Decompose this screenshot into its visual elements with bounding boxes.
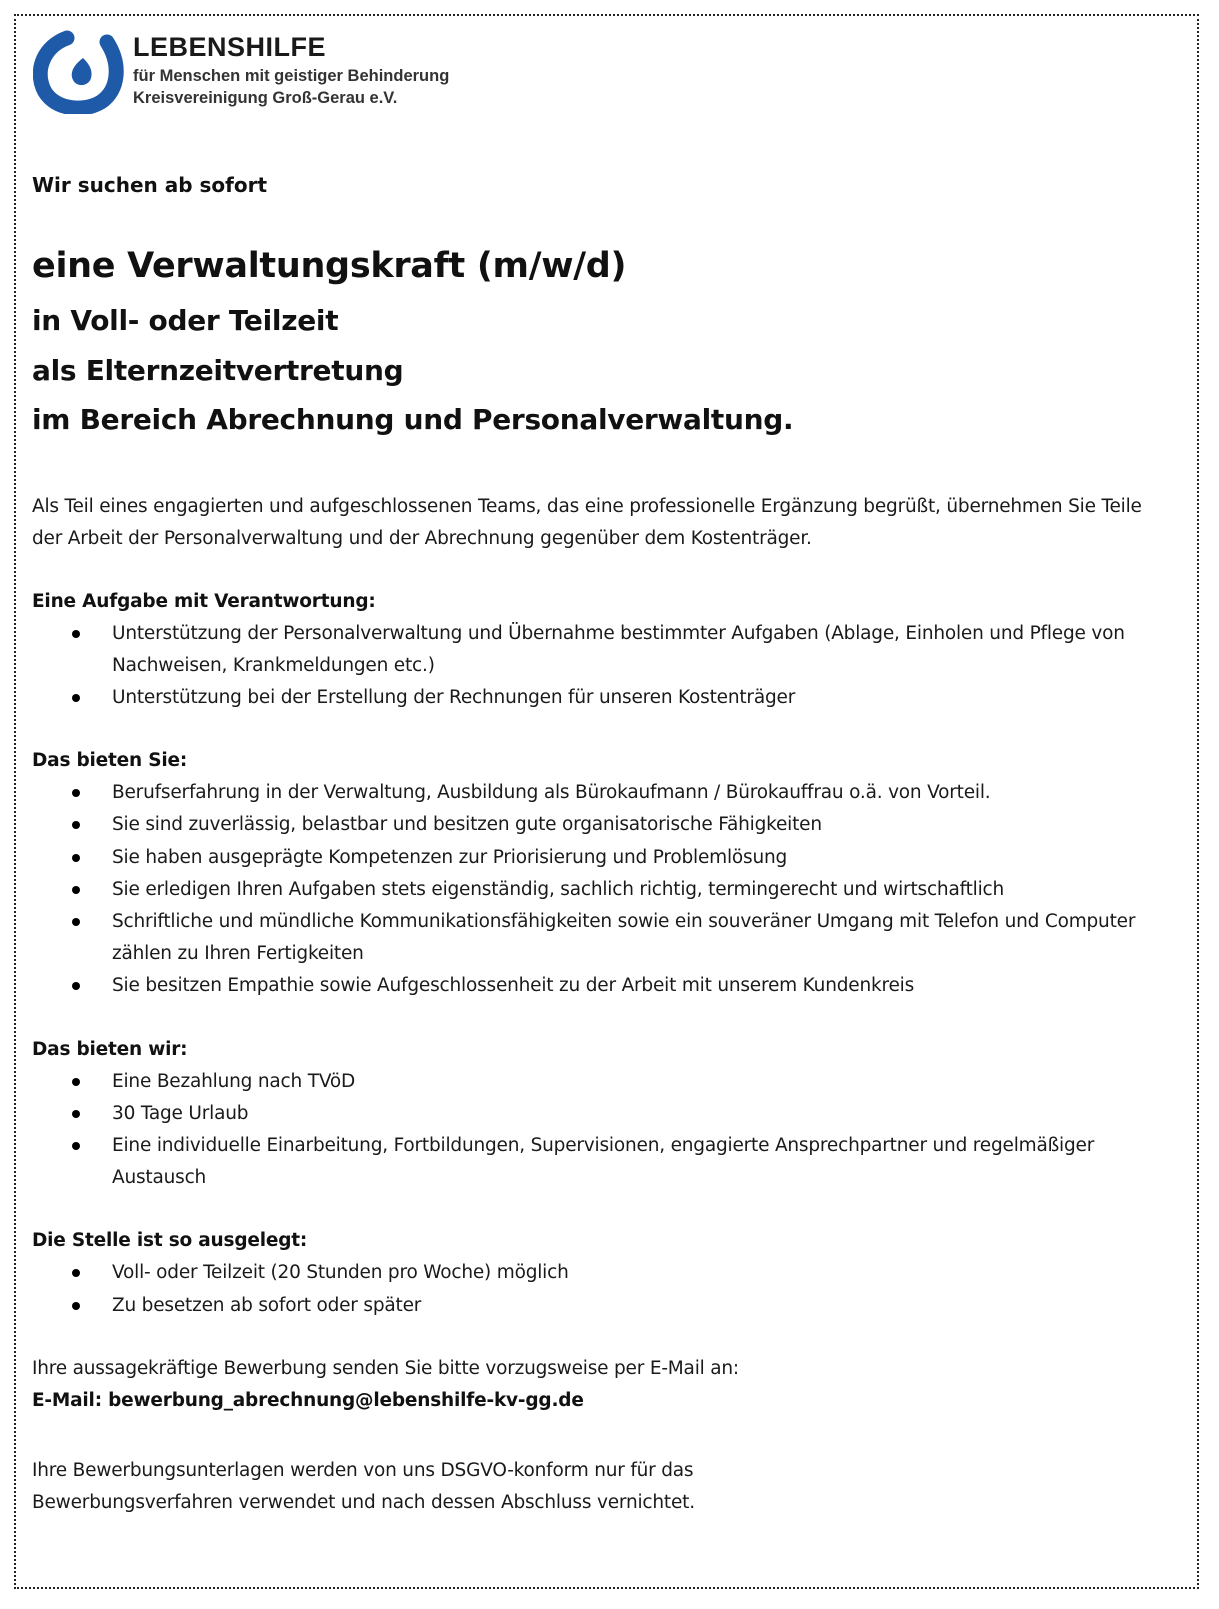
section-heading-requirements: Das bieten Sie: bbox=[32, 750, 188, 772]
bullet-icon bbox=[72, 630, 80, 638]
tasks-list bbox=[32, 618, 1162, 715]
lead-text: Wir suchen ab sofort bbox=[32, 173, 268, 197]
bullet-icon bbox=[72, 694, 80, 702]
application-instructions: Ihre aussagekräftige Bewerbung senden Sie bitte vorzugsweise per E-Mail an: bbox=[32, 1357, 739, 1379]
logo-name: LEBENSHILFE bbox=[133, 32, 327, 62]
bullet-icon bbox=[72, 886, 80, 894]
subtitle-employment-type: in Voll- oder Teilzeit bbox=[32, 304, 339, 337]
list-item bbox=[32, 1130, 1162, 1194]
list-item-text: Sie erledigen Ihren Aufgaben stets eigenständig, sachlich richtig, termingerecht und wirtschaftlich bbox=[112, 878, 1005, 900]
logo-text bbox=[133, 34, 449, 109]
email-line bbox=[32, 1385, 1162, 1417]
list-item-text: Schriftliche und mündliche Kommunikationsfähigkeiten sowie ein souveräner Umgang mit Telefon und Computer zählen zu Ihren Fertigkeiten bbox=[112, 910, 1136, 965]
list-item bbox=[32, 1290, 1162, 1322]
list-item bbox=[32, 906, 1162, 970]
list-item bbox=[32, 1066, 1162, 1098]
list-item-text: Voll- oder Teilzeit (20 Stunden pro Woche) möglich bbox=[112, 1262, 569, 1284]
position-list bbox=[32, 1257, 1162, 1321]
bullet-icon bbox=[72, 1302, 80, 1310]
list-item bbox=[32, 618, 1162, 682]
list-item bbox=[32, 1098, 1162, 1130]
bullet-icon bbox=[72, 854, 80, 862]
list-item-text: Zu besetzen ab sofort oder später bbox=[112, 1294, 422, 1316]
email-label: E-Mail: bbox=[32, 1389, 102, 1411]
section-heading-tasks: Eine Aufgabe mit Verantwortung: bbox=[32, 590, 376, 612]
bullet-icon bbox=[72, 918, 80, 926]
bullet-icon bbox=[72, 1078, 80, 1086]
bullet-icon bbox=[72, 1142, 80, 1150]
section-heading-position: Die Stelle ist so ausgelegt: bbox=[32, 1230, 308, 1252]
section-heading-benefits: Das bieten wir: bbox=[32, 1038, 188, 1060]
intro-paragraph: Als Teil eines engagierten und aufgeschlossenen Teams, das eine professionelle Ergänzung begrüßt, übernehmen Sie Teile der Arbeit der Personalverwaltung und der Abrechnung gegenüber dem Kostenträger. bbox=[32, 495, 1142, 549]
bullet-icon bbox=[72, 1269, 80, 1277]
subtitle-department: im Bereich Abrechnung und Personalverwaltung. bbox=[32, 403, 794, 436]
organization-logo bbox=[33, 28, 493, 114]
bullet-icon bbox=[72, 821, 80, 829]
list-item bbox=[32, 1257, 1162, 1289]
list-item-text: Eine individuelle Einarbeitung, Fortbildungen, Supervisionen, engagierte Ansprechpartner und regelmäßiger Austausch bbox=[112, 1134, 1095, 1189]
logo-subtitle-line2: Kreisvereinigung Groß-Gerau e.V. bbox=[133, 89, 398, 107]
list-item-text: 30 Tage Urlaub bbox=[112, 1102, 249, 1124]
benefits-list bbox=[32, 1066, 1162, 1195]
list-item-text: Unterstützung bei der Erstellung der Rechnungen für unseren Kostenträger bbox=[112, 686, 796, 708]
bullet-icon bbox=[72, 1110, 80, 1118]
list-item bbox=[32, 809, 1162, 841]
email-address-link[interactable]: bewerbung_abrechnung@lebenshilfe-kv-gg.de bbox=[108, 1389, 584, 1411]
list-item bbox=[32, 970, 1162, 1002]
job-title: eine Verwaltungskraft (m/w/d) bbox=[32, 246, 627, 286]
list-item-text: Eine Bezahlung nach TVöD bbox=[112, 1070, 355, 1092]
list-item bbox=[32, 777, 1162, 809]
list-item bbox=[32, 874, 1162, 906]
list-item-text: Berufserfahrung in der Verwaltung, Ausbildung als Bürokaufmann / Bürokauffrau o.ä. von Vorteil. bbox=[112, 782, 991, 804]
list-item-text: Sie haben ausgeprägte Kompetenzen zur Priorisierung und Problemlösung bbox=[112, 846, 788, 868]
subtitle-role-type: als Elternzeitvertretung bbox=[32, 353, 404, 387]
list-item-text: Sie sind zuverlässig, belastbar und besitzen gute organisatorische Fähigkeiten bbox=[112, 814, 822, 836]
logo-subtitle-line1: für Menschen mit geistiger Behinderung bbox=[133, 67, 450, 85]
list-item bbox=[32, 842, 1162, 874]
privacy-notice-line1: Ihre Bewerbungsunterlagen werden von uns DSGVO-konform nur für das bbox=[32, 1459, 694, 1481]
job-posting-content bbox=[32, 165, 1162, 1519]
list-item-text: Unterstützung der Personalverwaltung und Übernahme bestimmter Aufgaben (Ablage, Einholen und Pflege von Nachweisen, Krankmeldungen etc.) bbox=[112, 622, 1125, 676]
bullet-icon bbox=[72, 789, 80, 797]
requirements-list bbox=[32, 777, 1162, 1002]
list-item-text: Sie besitzen Empathie sowie Aufgeschlossenheit zu der Arbeit mit unserem Kundenkreis bbox=[112, 975, 915, 997]
list-item bbox=[32, 682, 1162, 714]
lebenshilfe-logo-icon bbox=[33, 28, 125, 114]
privacy-notice-line2: Bewerbungsverfahren verwendet und nach dessen Abschluss vernichtet. bbox=[32, 1491, 695, 1513]
bullet-icon bbox=[72, 982, 80, 990]
